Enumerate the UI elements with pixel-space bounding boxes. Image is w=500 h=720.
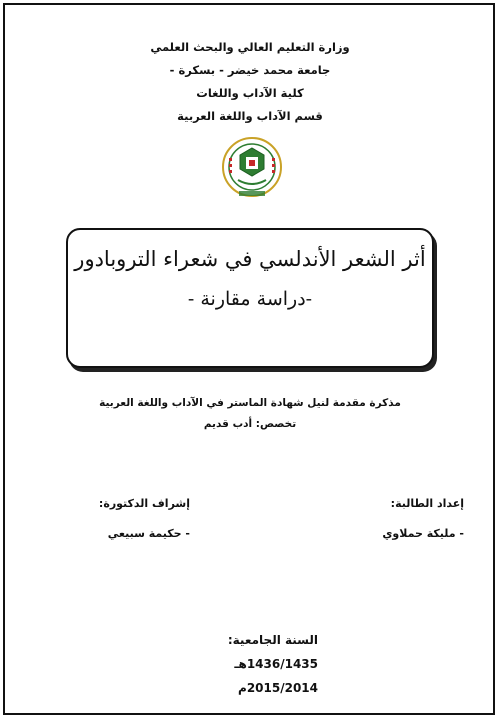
thesis-subtitle: -دراسة مقارنة - xyxy=(187,288,313,310)
academic-year-block xyxy=(178,628,318,700)
supervisor-block xyxy=(40,494,190,544)
supervisor-name: - حكيمة سبيعي xyxy=(107,527,190,540)
academic-year-hijri: 1436/1435هـ xyxy=(234,657,318,671)
student-label: إعداد الطالبة: xyxy=(390,497,464,510)
thesis-title-box xyxy=(66,228,434,368)
supervisor-label: إشراف الدكتورة: xyxy=(98,497,190,510)
academic-year-label: السنة الجامعية: xyxy=(227,633,318,647)
academic-year-gregorian: 2015/2014م xyxy=(238,681,318,695)
student-block xyxy=(314,494,464,544)
faculty-name: كلية الآداب واللغات xyxy=(196,86,304,100)
university-seal-icon xyxy=(221,136,283,202)
thesis-title: أثر الشعر الأندلسي في شعراء التروبادور xyxy=(74,247,426,271)
ministry-name: وزارة التعليم العالي والبحث العلمي xyxy=(150,40,350,54)
university-name: جامعة محمد خيضر - بسكرة - xyxy=(169,63,331,77)
institution-header xyxy=(0,36,500,128)
student-name: - مليكة حملاوي xyxy=(382,527,464,540)
department-name: قسم الآداب واللغة العربية xyxy=(177,109,323,123)
thesis-speciality: تخصص: أدب قديم xyxy=(203,418,297,430)
thesis-degree-note: مذكرة مقدمة لنيل شهادة الماستر في الآداب واللغة العربية xyxy=(99,397,401,409)
